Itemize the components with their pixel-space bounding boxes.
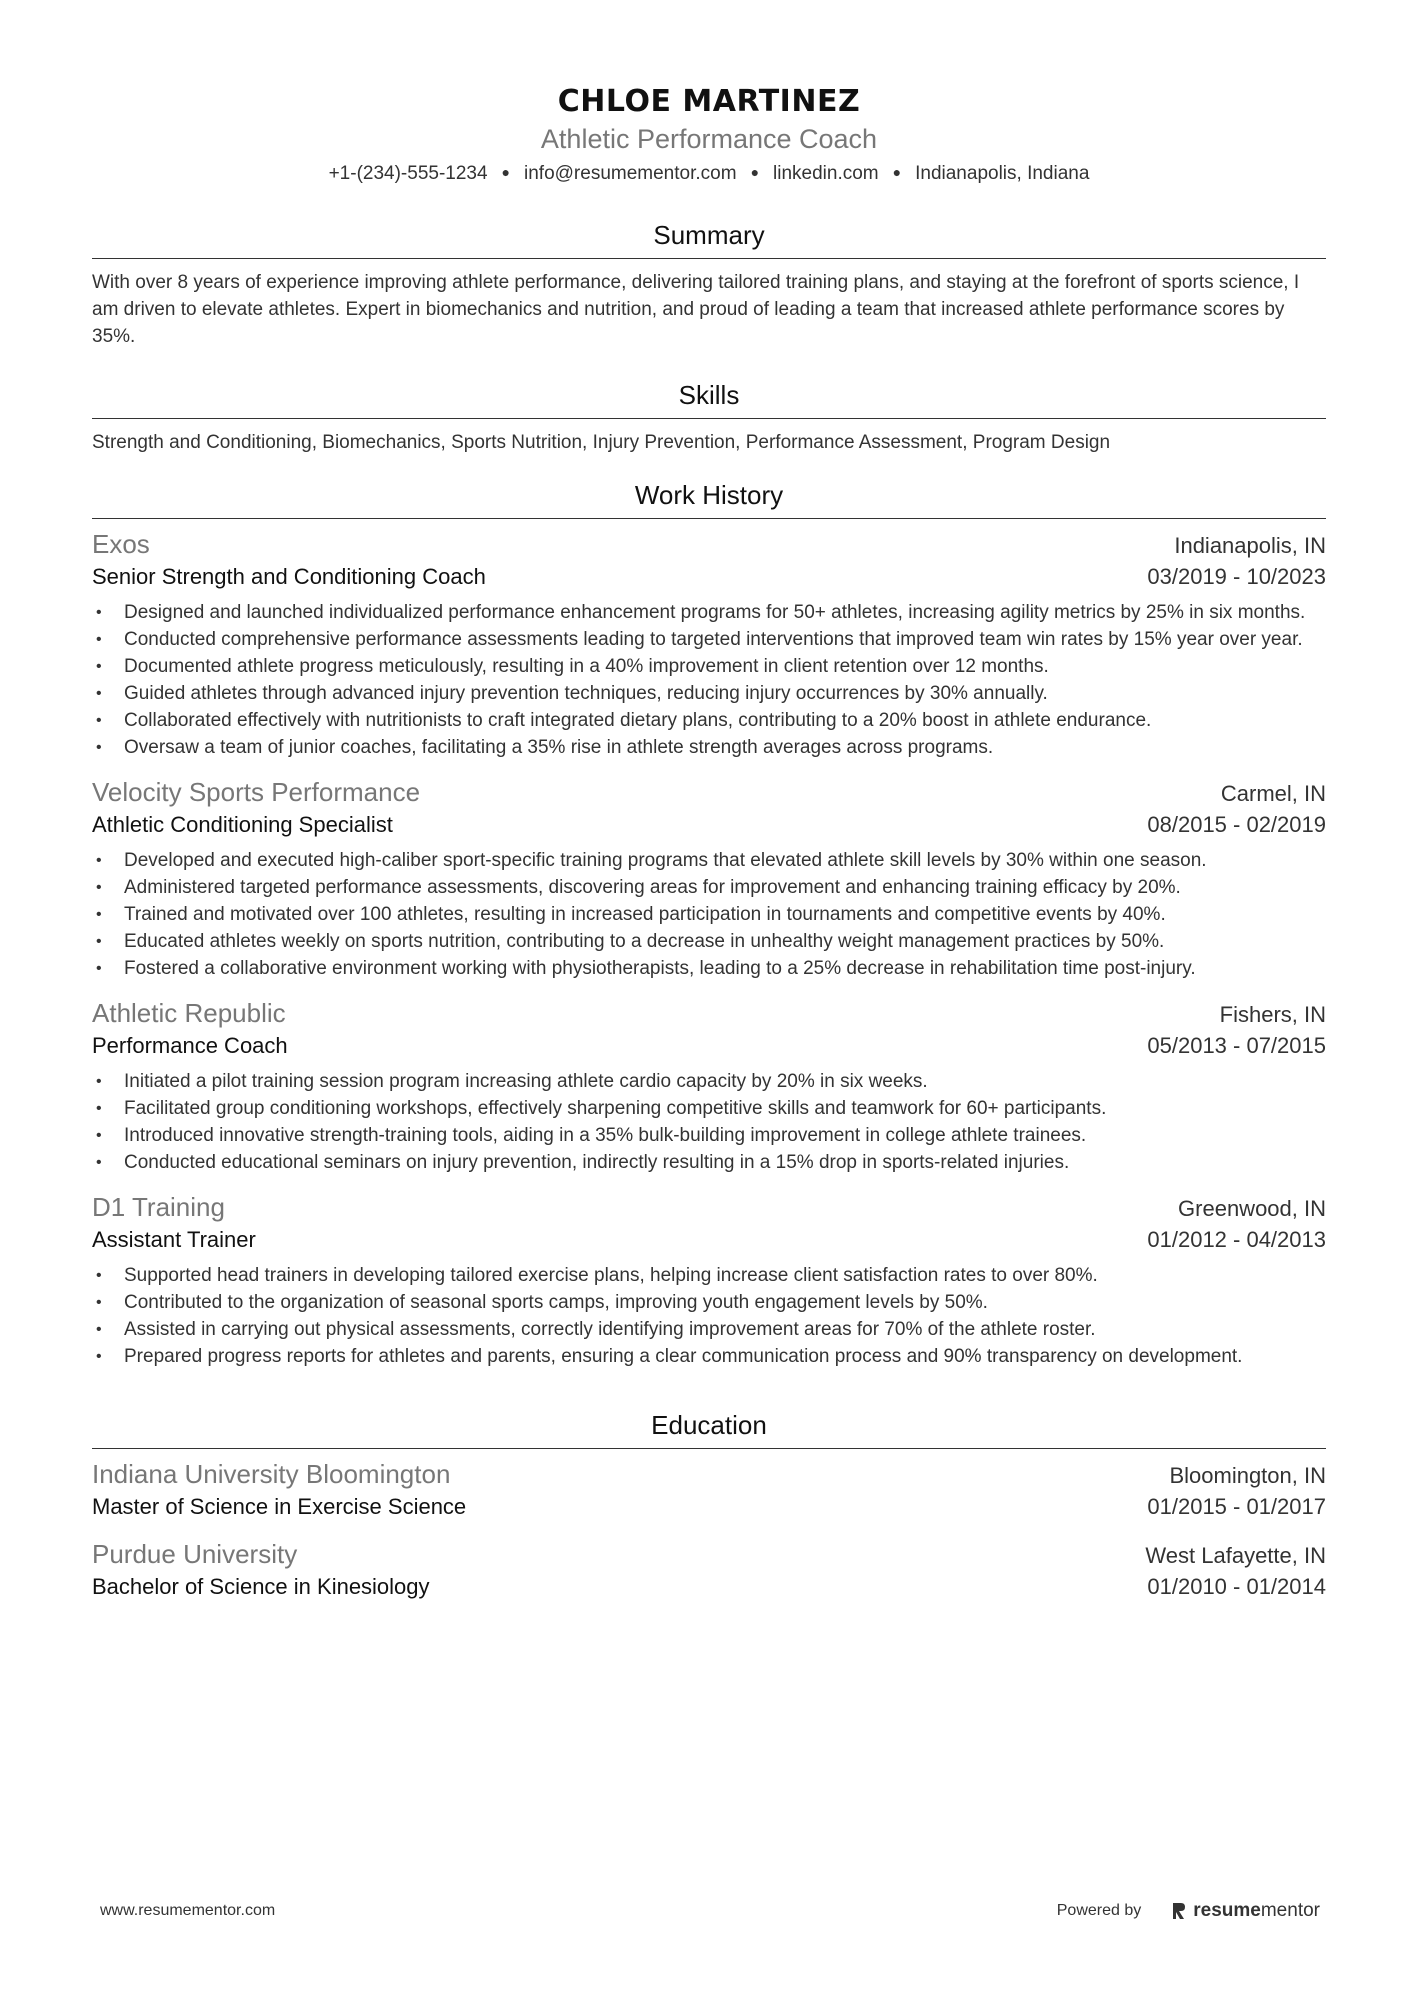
- brand-name-light: mentor: [1260, 1900, 1320, 1921]
- list-item: • Designed and launched individualized performance enhancement programs for 50+ athletes, increasing agility metrics by 25% in six months.: [92, 599, 1326, 626]
- list-item: • Introduced innovative strength-training tools, aiding in a 35% bulk-building improvement in college athlete trainees.: [92, 1122, 1326, 1149]
- work-heading: Work History: [92, 478, 1326, 519]
- job-role: Performance Coach: [92, 1033, 288, 1058]
- school-name: Purdue University: [92, 1539, 298, 1569]
- powered-by-label: Powered by: [1056, 1902, 1142, 1919]
- page-footer: [100, 1900, 1320, 1922]
- summary-section: [92, 218, 1326, 350]
- job-bullets: [92, 847, 1326, 982]
- school-location: West Lafayette, IN: [1145, 1543, 1326, 1568]
- bullet-separator: ●: [501, 164, 511, 180]
- skills-heading: Skills: [92, 378, 1326, 419]
- list-item: • Facilitated group conditioning workshops, effectively sharpening competitive skills and teamwork for 60+ participants.: [92, 1095, 1326, 1122]
- job-dates: 05/2013 - 07/2015: [1147, 1033, 1326, 1058]
- education-entry: [92, 1457, 1326, 1523]
- bullet-separator: ●: [892, 164, 902, 180]
- job-location: Indianapolis, IN: [1174, 533, 1326, 558]
- list-item: • Conducted comprehensive performance assessments leading to targeted interventions that improved team win rates by 15% year over year.: [92, 626, 1326, 653]
- footer-url[interactable]: www.resumementor.com: [100, 1902, 276, 1919]
- resumementor-logo-icon: [1171, 1901, 1187, 1921]
- job-entry: [92, 527, 1326, 761]
- job-dates: 08/2015 - 02/2019: [1147, 812, 1326, 837]
- brand-name-bold: resume: [1193, 1900, 1261, 1921]
- list-item: • Trained and motivated over 100 athletes, resulting in increased participation in tournaments and competitive events by 40%.: [92, 901, 1326, 928]
- education-section: [92, 1408, 1326, 1603]
- job-bullets: [92, 1068, 1326, 1176]
- bullet-separator: ●: [750, 164, 760, 180]
- list-item: • Fostered a collaborative environment working with physiotherapists, leading to a 25% decrease in rehabilitation time post-injury.: [92, 955, 1326, 982]
- job-location: Greenwood, IN: [1178, 1196, 1326, 1221]
- list-item: • Initiated a pilot training session program increasing athlete cardio capacity by 20% in six weeks.: [92, 1068, 1326, 1095]
- powered-by: [1057, 1900, 1320, 1922]
- candidate-title: Athletic Performance Coach: [540, 124, 878, 154]
- linkedin: linkedin.com: [773, 163, 879, 184]
- phone: +1-(234)-555-1234: [328, 163, 488, 184]
- list-item: • Conducted educational seminars on injury prevention, indirectly resulting in a 15% drop in sports-related injuries.: [92, 1149, 1326, 1176]
- list-item: • Educated athletes weekly on sports nutrition, contributing to a decrease in unhealthy weight management practices by 50%.: [92, 928, 1326, 955]
- list-item: • Documented athlete progress meticulously, resulting in a 40% improvement in client retention over 12 months.: [92, 653, 1326, 680]
- list-item: • Administered targeted performance assessments, discovering areas for improvement and enhancing training efficacy by 20%.: [92, 874, 1326, 901]
- job-location: Carmel, IN: [1220, 781, 1326, 806]
- job-bullets: [92, 599, 1326, 761]
- company-name: Velocity Sports Performance: [92, 777, 421, 807]
- skills-text: Strength and Conditioning, Biomechanics, Sports Nutrition, Injury Prevention, Performance Assessment, Program Design: [92, 432, 1111, 453]
- company-name: D1 Training: [92, 1192, 225, 1222]
- email: info@resumementor.com: [524, 163, 737, 184]
- candidate-name: CHLOE MARTINEZ: [557, 84, 861, 119]
- resume-header: [92, 0, 1326, 188]
- list-item: • Collaborated effectively with nutritionists to craft integrated dietary plans, contributing to a 20% boost in athlete endurance.: [92, 707, 1326, 734]
- work-section: [92, 478, 1326, 1370]
- job-location: Fishers, IN: [1219, 1002, 1326, 1027]
- degree: Master of Science in Exercise Science: [92, 1494, 467, 1519]
- company-name: Athletic Republic: [92, 998, 286, 1028]
- job-bullets: [92, 1262, 1326, 1370]
- list-item: • Oversaw a team of junior coaches, facilitating a 35% rise in athlete strength averages across programs.: [92, 734, 1326, 761]
- degree: Bachelor of Science in Kinesiology: [92, 1574, 430, 1599]
- list-item: • Supported head trainers in developing tailored exercise plans, helping increase client satisfaction rates to over 80%.: [92, 1262, 1326, 1289]
- education-dates: 01/2010 - 01/2014: [1147, 1574, 1326, 1599]
- skills-section: [92, 378, 1326, 456]
- education-dates: 01/2015 - 01/2017: [1147, 1494, 1326, 1519]
- job-entry: [92, 1190, 1326, 1370]
- education-entry: [92, 1537, 1326, 1603]
- job-entry: [92, 775, 1326, 982]
- job-role: Athletic Conditioning Specialist: [92, 812, 393, 837]
- list-item: • Prepared progress reports for athletes and parents, ensuring a clear communication process and 90% transparency on development.: [92, 1343, 1326, 1370]
- education-heading: Education: [92, 1408, 1326, 1449]
- summary-heading: Summary: [92, 218, 1326, 259]
- job-role: Assistant Trainer: [92, 1227, 256, 1252]
- list-item: • Contributed to the organization of seasonal sports camps, improving youth engagement levels by 50%.: [92, 1289, 1326, 1316]
- list-item: • Developed and executed high-caliber sport-specific training programs that elevated athlete skill levels by 30% within one season.: [92, 847, 1326, 874]
- job-role: Senior Strength and Conditioning Coach: [92, 564, 486, 589]
- job-dates: 01/2012 - 04/2013: [1147, 1227, 1326, 1252]
- school-name: Indiana University Bloomington: [92, 1459, 451, 1489]
- job-dates: 03/2019 - 10/2023: [1147, 564, 1326, 589]
- summary-text: With over 8 years of experience improving athlete performance, delivering tailored training plans, and staying at the forefront of sports science, I am driven to elevate athletes. Expert in biomechanics and nutrition, and proud of leading a team that increased athlete performance scores by 35%.: [92, 272, 1300, 347]
- contact-line: [92, 158, 1326, 188]
- company-name: Exos: [92, 529, 150, 559]
- resume-page: [92, 0, 1326, 1603]
- list-item: • Assisted in carrying out physical assessments, correctly identifying improvement areas for 70% of the athlete roster.: [92, 1316, 1326, 1343]
- brand-logo[interactable]: [1171, 1900, 1320, 1922]
- job-entry: [92, 996, 1326, 1176]
- location: Indianapolis, Indiana: [915, 163, 1090, 184]
- school-location: Bloomington, IN: [1169, 1463, 1326, 1488]
- list-item: • Guided athletes through advanced injury prevention techniques, reducing injury occurrences by 30% annually.: [92, 680, 1326, 707]
